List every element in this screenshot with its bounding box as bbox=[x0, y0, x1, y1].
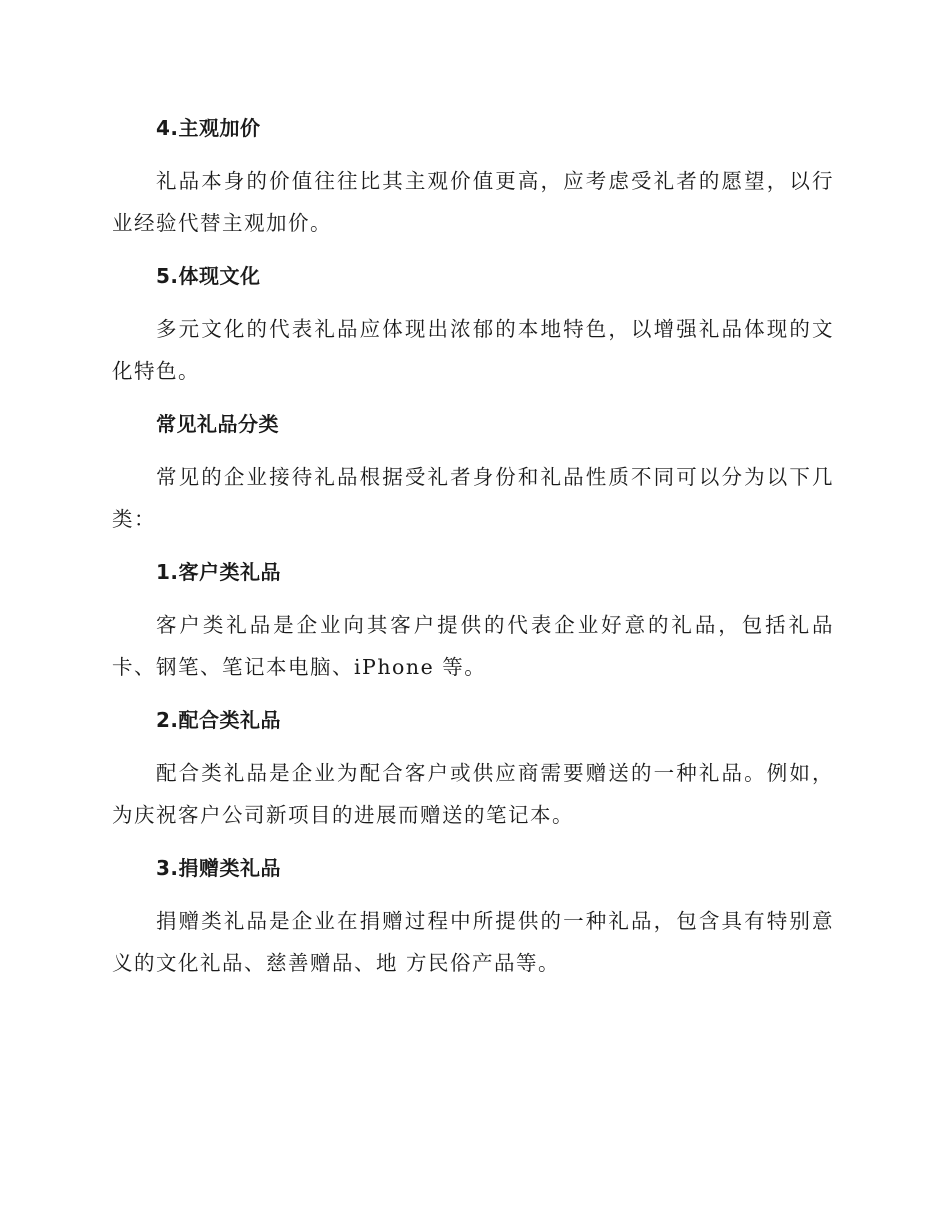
section-client-gifts bbox=[112, 552, 834, 688]
section-reflect-culture bbox=[112, 256, 834, 392]
section-heading: 1.客户类礼品 bbox=[156, 560, 282, 584]
section-heading: 3.捐赠类礼品 bbox=[156, 856, 282, 880]
section-heading: 4.主观加价 bbox=[156, 116, 261, 140]
section-paragraph: 多元文化的代表礼品应体现出浓郁的本地特色，以增强礼品体现的文化特色。 bbox=[112, 317, 834, 383]
section-heading: 5.体现文化 bbox=[156, 264, 261, 288]
section-heading: 2.配合类礼品 bbox=[156, 708, 282, 732]
section-donation-gifts bbox=[112, 848, 834, 984]
document-body bbox=[112, 108, 834, 996]
section-cooperation-gifts bbox=[112, 700, 834, 836]
section-subjective-markup bbox=[112, 108, 834, 244]
section-paragraph: 常见的企业接待礼品根据受礼者身份和礼品性质不同可以分为以下几类： bbox=[112, 465, 834, 531]
section-paragraph: 礼品本身的价值往往比其主观价值更高，应考虑受礼者的愿望，以行业经验代替主观加价。 bbox=[112, 169, 834, 235]
section-paragraph: 捐赠类礼品是企业在捐赠过程中所提供的一种礼品，包含具有特别意义的文化礼品、慈善赠品、地 方民俗产品等。 bbox=[112, 909, 834, 975]
section-paragraph: 配合类礼品是企业为配合客户或供应商需要赠送的一种礼品。例如，为庆祝客户公司新项目的进展而赠送的笔记本。 bbox=[112, 761, 834, 827]
section-heading: 常见礼品分类 bbox=[156, 412, 279, 436]
section-paragraph: 客户类礼品是企业向其客户提供的代表企业好意的礼品，包括礼品卡、钢笔、笔记本电脑、iPhone 等。 bbox=[112, 613, 834, 679]
section-common-gift-categories bbox=[112, 404, 834, 540]
